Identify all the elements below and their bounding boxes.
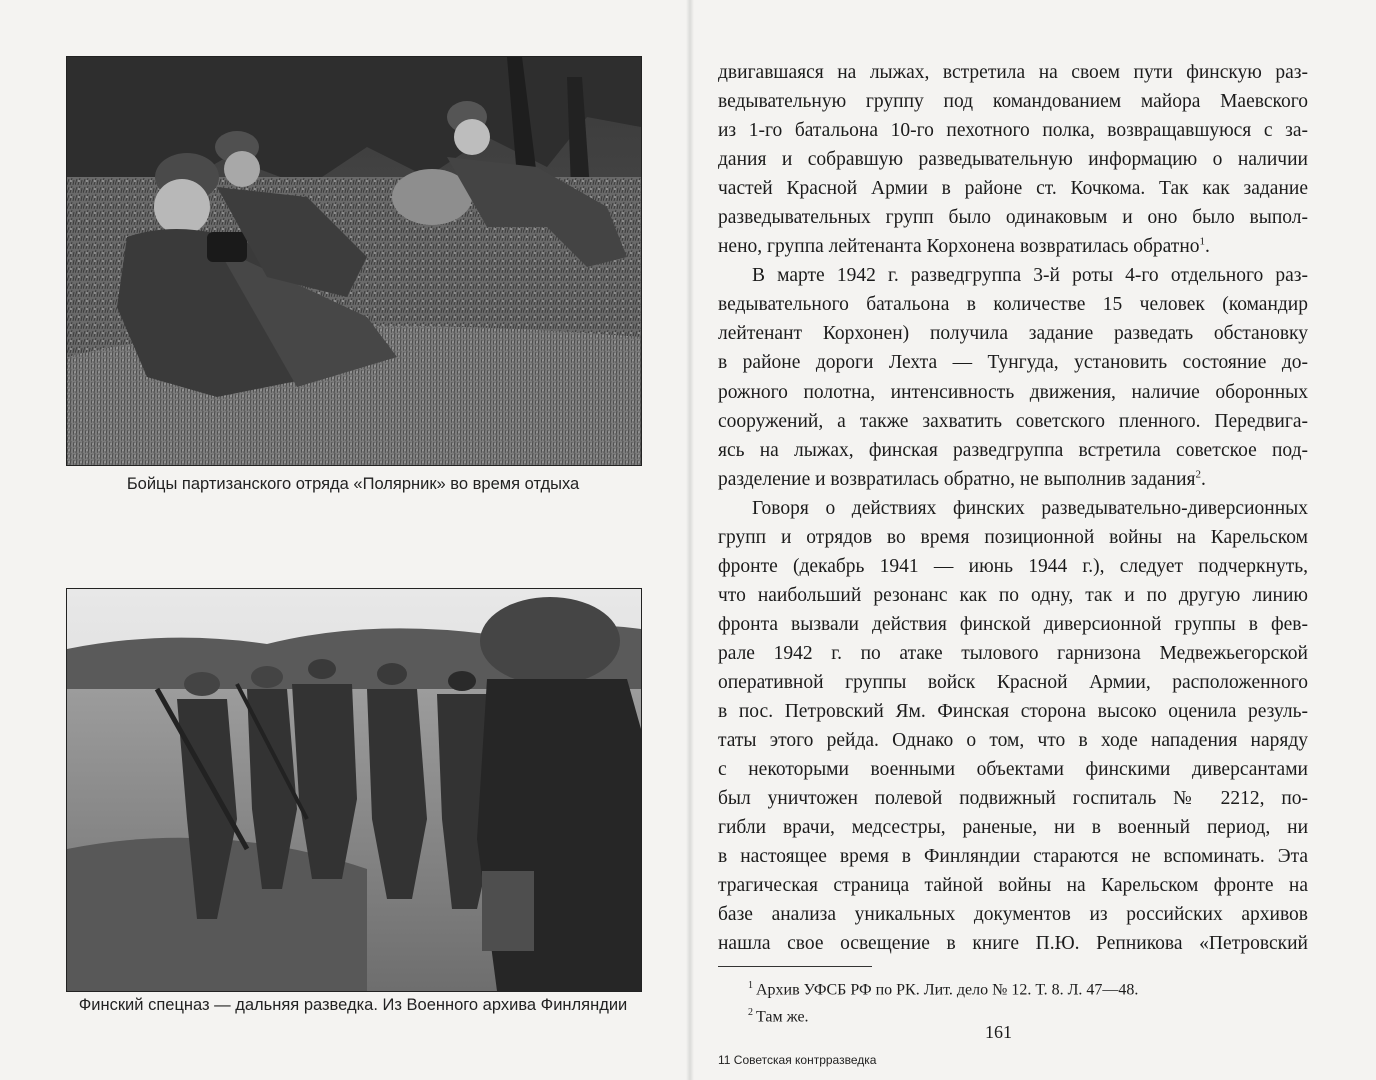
text-line: двигавшаяся на лыжах, встретила на своем пути финскую раз- (718, 62, 1308, 83)
main-text (718, 58, 1308, 958)
paragraph-3 (718, 494, 1308, 959)
footnote-text: Архив УФСБ РФ по РК. Лит. дело № 12. Т. 8. Л. 47—48. (756, 981, 1139, 999)
paragraph-1 (718, 58, 1308, 261)
text-line: таты этого рейда. Однако о том, что в ходе нападения наряду (718, 730, 1308, 752)
paragraph-2 (718, 261, 1308, 493)
running-footer: 11 Советская контрразведка (718, 1053, 877, 1067)
text-line: дания и собравшую разведывательную информацию о наличии (718, 149, 1308, 171)
text-line: был уничтожен полевой подвижный госпиталь № 2212, по- (718, 788, 1308, 810)
text-line: сооружений, а также захватить советского пленного. Передвига- (718, 410, 1308, 432)
text-line-content: нено, группа лейтенанта Корхонена возвратилась обратно (718, 236, 1200, 258)
footnote-ref[interactable]: 1 (1199, 235, 1206, 248)
text-line: фронта вызвали действия финской диверсионной группы в фев- (718, 613, 1308, 635)
footnote-ref[interactable]: 2 (1195, 468, 1202, 481)
text-line: разведывательных групп было одинаковым и оно было выпол- (718, 207, 1308, 229)
text-line: групп и отрядов во время позиционной войны на Карельском (718, 526, 1308, 548)
text-line: ведывательную группу под командованием майора Маевского (718, 91, 1308, 113)
text-line: оперативной группы войск Красной Армии, расположенного (718, 671, 1308, 693)
photo-caption-top: Бойцы партизанского отряда «Полярник» во время отдыха (126, 475, 580, 493)
text-line: трагическая страница тайной войны на Карельском фронте на (718, 875, 1308, 897)
photo-partisans-resting (66, 56, 642, 466)
text-line: в пос. Петровский Ям. Финская сторона высоко оценила резуль- (718, 701, 1308, 723)
footnote-number: 1 (748, 980, 753, 991)
footnote-number: 2 (748, 1007, 753, 1019)
text-line: гибли врачи, медсестры, раненые, ни в военный период, ни (718, 817, 1308, 839)
text-line: в настоящее время в Финляндии стараются не вспоминать. Эта (718, 846, 1308, 868)
text-line: В марте 1942 г. разведгруппа 3-й роты 4-го отдельного раз- (752, 265, 1308, 287)
text-line: что наибольший резонанс как по одну, так и по другую линию (718, 584, 1308, 606)
text-line: нашла свое освещение в книге П.Ю. Репникова «Петровский (718, 933, 1308, 955)
text-line: из 1-го батальона 10-го пехотного полка, возвращавшуюся с за- (718, 120, 1308, 142)
photo-caption-bottom: Финский спецназ — дальняя разведка. Из Военного архива Финляндии (78, 996, 628, 1014)
footnote-1 (748, 974, 1308, 1001)
text-line: в районе дороги Лехта — Тунгуда, установить состояние до- (718, 352, 1308, 374)
text-line: ясь на лыжах, финская разведгруппа встретила советское под- (718, 439, 1308, 461)
text-line: Говоря о действиях финских разведывательно-диверсионных (752, 497, 1308, 519)
text-line: ведывательного батальона в количестве 15 человек (командир (718, 294, 1308, 316)
text-line-content: разделение и возвратилась обратно, не выполнив задания (718, 468, 1196, 490)
text-line: базе анализа уникальных документов из российских архивов (718, 904, 1308, 926)
footnote-divider (718, 966, 872, 967)
text-line: рале 1942 г. по атаке тылового гарнизона Медвежьегорской (718, 642, 1308, 664)
book-gutter (686, 0, 694, 1080)
text-line: с некоторыми военными объектами финскими диверсантами (718, 759, 1308, 781)
footnotes (748, 974, 1308, 1029)
text-line: лейтенант Корхонен) получила задание разведать обстановку (718, 323, 1308, 345)
text-line: фронте (декабрь 1941 — июнь 1944 г.), следует подчеркнуть, (718, 555, 1308, 577)
text-line: нено, группа лейтенанта Корхонена возвратилась обратно$^1$. (718, 235, 1210, 258)
photo-finnish-special-forces (66, 588, 642, 992)
text-line: частей Красной Армии в районе ст. Кочкома. Так как задание (718, 178, 1308, 200)
text-line: разделение и возвратилась обратно, не выполнив задания$^2$. (718, 468, 1206, 490)
page-number: 161 (985, 1022, 1012, 1042)
text-line: рожного полотна, интенсивность движения, наличие оборонных (718, 381, 1308, 403)
footnote-text: Там же. (756, 1008, 809, 1026)
footnote-2 (748, 1001, 1308, 1028)
